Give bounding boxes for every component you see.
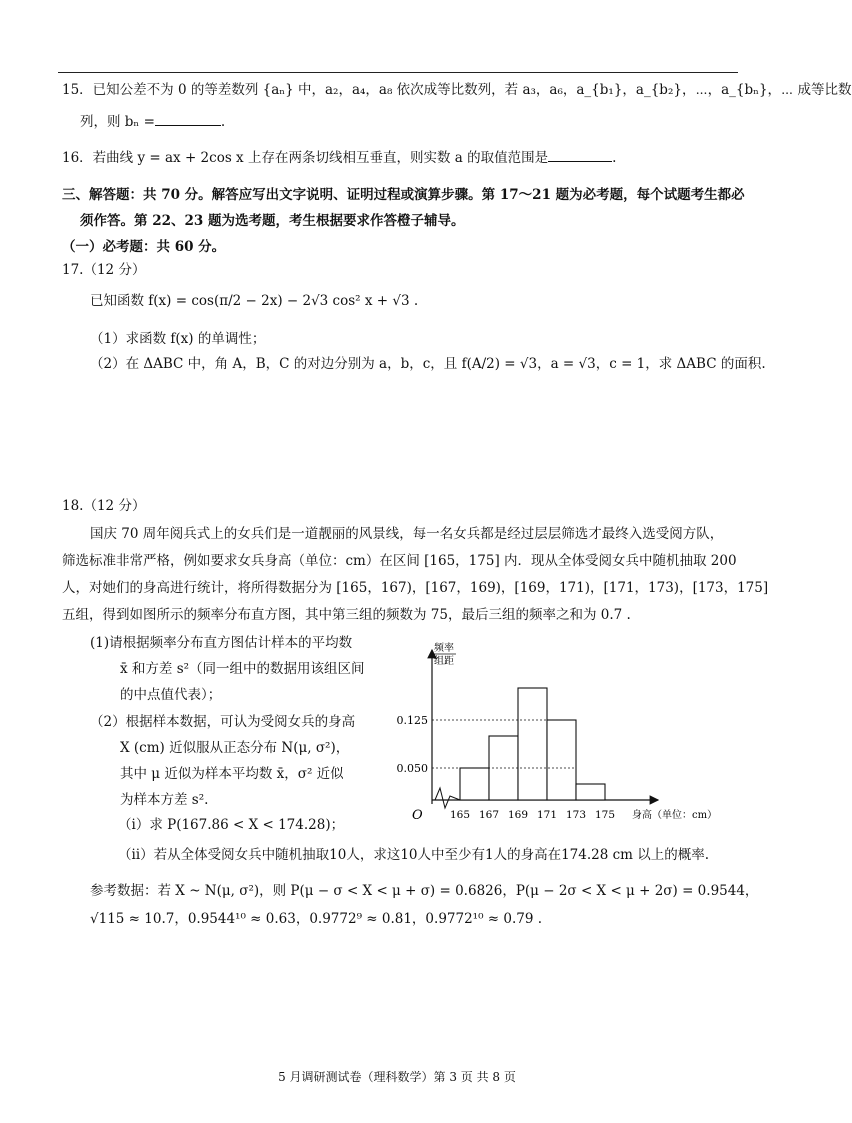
q18-sub2-line-3: 其中 μ 近似为样本平均数 x̄，σ² 近似: [120, 766, 344, 782]
q18-head: 18.（12 分）: [62, 498, 146, 514]
q15-period: .: [220, 114, 226, 130]
x-tick-label: 167: [478, 809, 500, 821]
q18-sub2-line-4: 为样本方差 s².: [120, 792, 209, 808]
q17-part1: （1）求函数 f(x) 的单调性；: [90, 331, 266, 347]
header-rule: [58, 72, 738, 73]
q18-sub2-line-1: （2）根据样本数据，可认为受阅女兵的身高: [90, 714, 356, 730]
x-tick-label: 173: [565, 809, 587, 821]
q18-para-line-1: 国庆 70 周年阅兵式上的女兵们是一道靓丽的风景线，每一名女兵都是经过层层筛选才最终入选受阅方队，: [90, 526, 724, 542]
q18-para-line-3: 人，对她们的身高进行统计，将所得数据分为 [165，167)，[167，169)，[169，171)，[171，173)，[173，175]: [62, 580, 769, 596]
histogram-bar-4: [547, 720, 576, 800]
section3-header-line-2: 须作答。第 22、23 题为选考题，考生根据要求作答橙子辅导。: [80, 213, 465, 229]
q16-line: [62, 149, 616, 167]
q15-prompt: 列，则 bₙ =: [80, 114, 155, 130]
histogram-bar-5: [576, 784, 605, 800]
q18-sub1-line-1: (1)请根据频率分布直方图估计样本的平均数: [90, 635, 353, 651]
q17-head: 17.（12 分）: [62, 262, 146, 278]
y-axis-label-denominator: 组距: [434, 656, 454, 667]
x-tick-label: 175: [594, 809, 616, 821]
q17-stem: 已知函数 f(x) = cos(π/2 − 2x) − 2√3 cos² x + √3 .: [90, 293, 419, 309]
y-axis-label-numerator: 频率: [434, 643, 454, 654]
x-tick-label: 165: [449, 809, 471, 821]
q18-reference-line-1: 参考数据：若 X ~ N(μ, σ²)，则 P(μ − σ < X < μ + σ) = 0.6826，P(μ − 2σ < X < μ + 2σ) = 0.9544，: [90, 883, 759, 899]
q18-sub2-i: （ⅰ）求 P(167.86 < X < 174.28)；: [118, 817, 345, 833]
q18-sub1-line-2: x̄ 和方差 s²（同一组中的数据用该组区间: [120, 661, 365, 677]
section3-subheader: （一）必考题：共 60 分。: [62, 239, 226, 255]
q18-sub1-line-3: 的中点值代表）；: [120, 687, 222, 703]
x-axis-label: 身高（单位：cm）: [632, 810, 718, 821]
section3-header-line-1: 三、解答题：共 70 分。解答应写出文字说明、证明过程或演算步骤。第 17～21 题为必考题，每个试题考生都必: [62, 187, 745, 203]
y-tick-label: 0.125: [396, 714, 428, 727]
y-tick-label: 0.050: [396, 762, 428, 775]
q15-line-1: 15．已知公差不为 0 的等差数列 {aₙ} 中，a₂，a₄，a₈ 依次成等比数列，若 a₃，a₆，a_{b₁}，a_{b₂}，⋯，a_{bₙ}，⋯ 成等比数: [62, 82, 852, 98]
x-tick-label: 171: [536, 809, 558, 821]
x-tick-label: 169: [507, 809, 529, 821]
histogram-bar-3: [518, 688, 547, 800]
q18-para-line-4: 五组，得到如图所示的频率分布直方图，其中第三组的频数为 75，最后三组的频率之和为 0.7 .: [62, 607, 631, 623]
q16-prompt: 16．若曲线 y = ax + 2cos x 上存在两条切线相互垂直，则实数 a 的取值范围是: [62, 150, 549, 166]
q16-period: .: [612, 150, 617, 166]
frequency-histogram: [396, 636, 740, 826]
q15-line-2: [80, 113, 225, 131]
q16-answer-blank: [548, 149, 612, 162]
axis-break-mark: [435, 788, 460, 808]
q17-part2: （2）在 ΔABC 中，角 A，B，C 的对边分别为 a，b，c，且 f(A/2) = √3，a = √3，c = 1，求 ΔABC 的面积.: [90, 356, 766, 372]
histogram-bar-1: [460, 768, 489, 800]
q18-sub2-ii: （ⅱ）若从全体受阅女兵中随机抽取10人，求这10人中至少有1人的身高在174.28 cm 以上的概率.: [118, 847, 710, 863]
q18-sub2-line-2: X (cm) 近似服从正态分布 N(μ, σ²)，: [120, 740, 350, 756]
page-footer: 5 月调研测试卷（理科数学）第 3 页 共 8 页: [278, 1070, 516, 1084]
origin-label: O: [412, 808, 423, 823]
q18-para-line-2: 筛选标准非常严格，例如要求女兵身高（单位：cm）在区间 [165，175] 内．现从全体受阅女兵中随机抽取 200: [62, 553, 737, 569]
q18-reference-line-2: √115 ≈ 10.7，0.9544¹⁰ ≈ 0.63，0.9772⁹ ≈ 0.81，0.9772¹⁰ ≈ 0.79 .: [90, 911, 543, 927]
q15-answer-blank: [155, 113, 221, 126]
